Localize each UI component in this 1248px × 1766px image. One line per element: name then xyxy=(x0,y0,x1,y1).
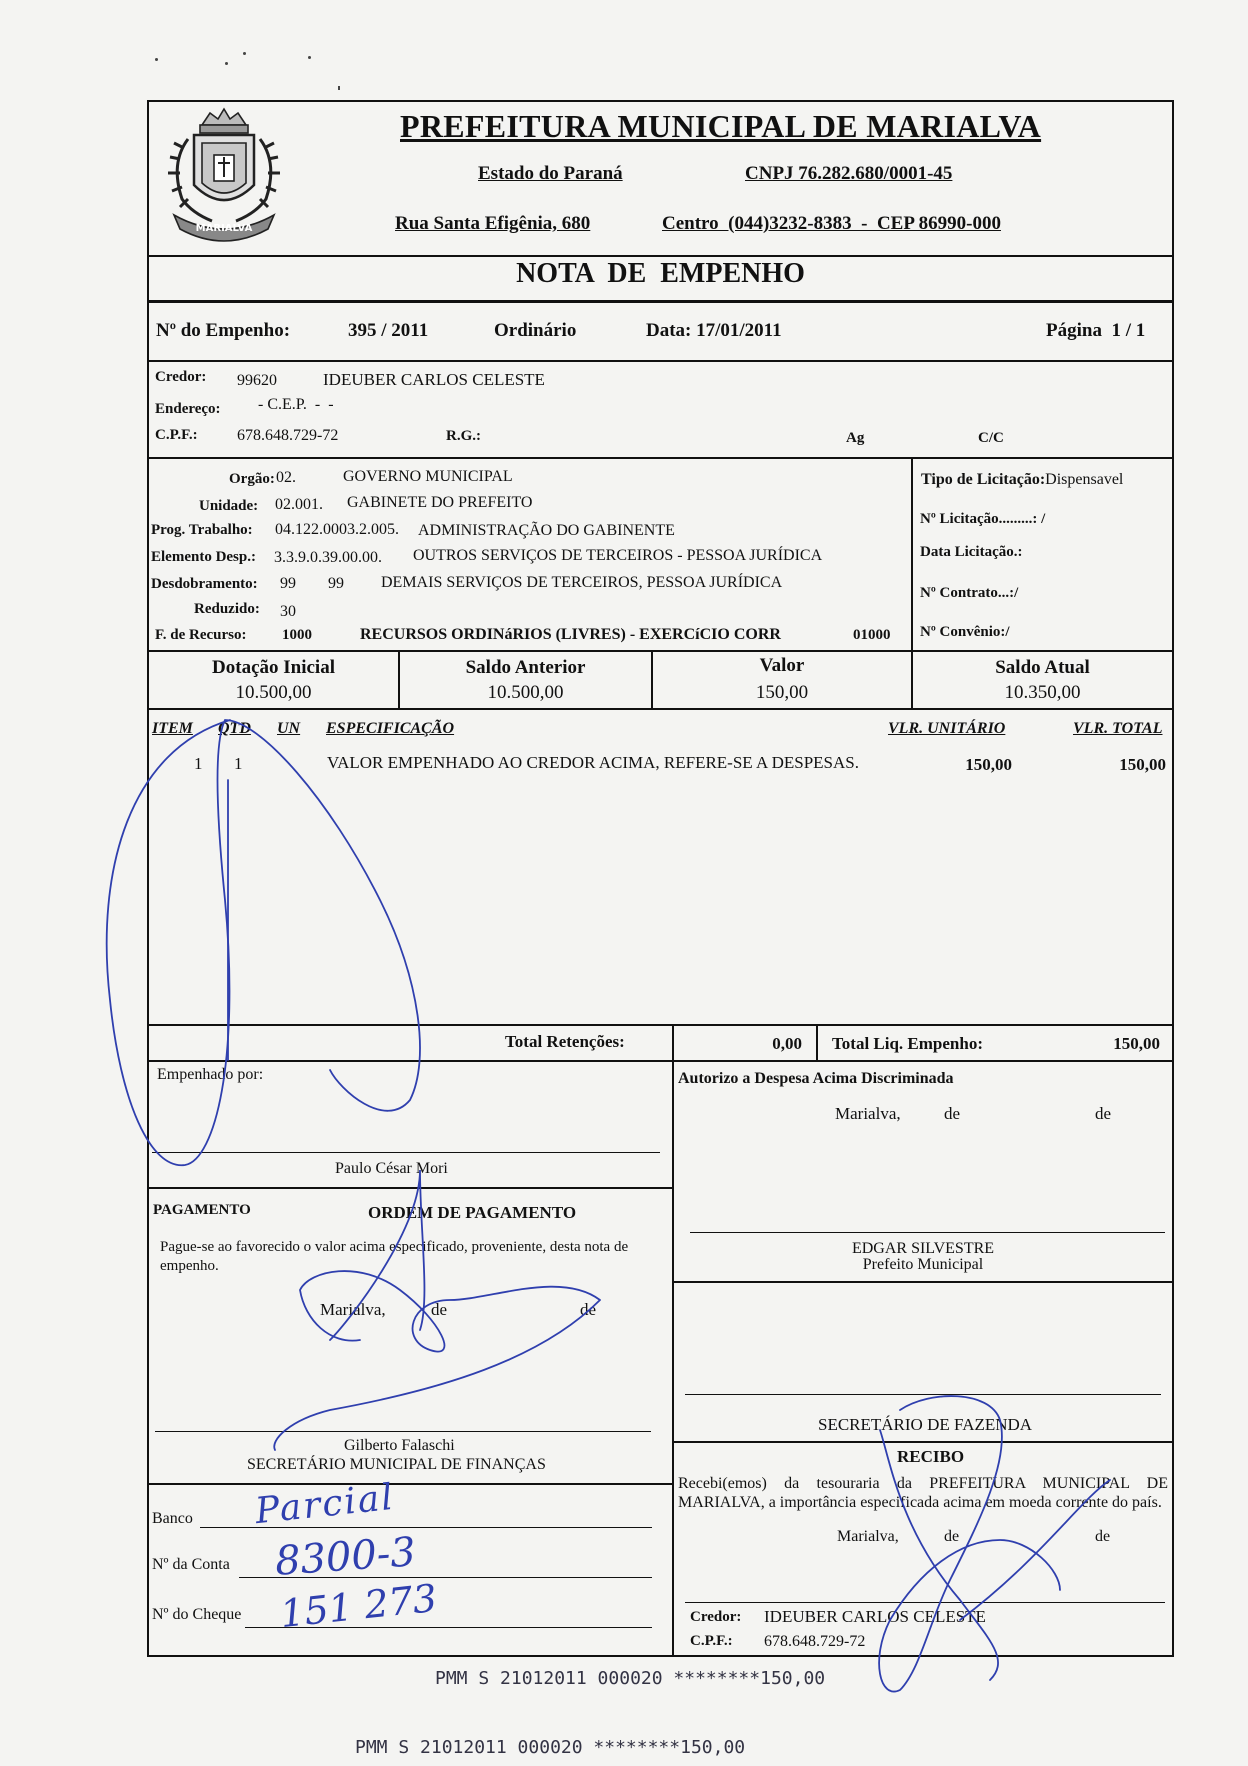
total-liq-empenho-value: 150,00 xyxy=(1113,1034,1160,1053)
empenho-number-label: Nº do Empenho: xyxy=(156,320,291,341)
recibo-de2: de xyxy=(1095,1528,1111,1545)
valor-label: Valor xyxy=(759,655,805,676)
financas-name: Gilberto Falaschi xyxy=(344,1437,455,1454)
divider xyxy=(147,1024,1174,1026)
recibo-credor-label: Credor: xyxy=(690,1609,742,1625)
pagamento-label: PAGAMENTO xyxy=(153,1202,251,1218)
recibo-cpf: 678.648.729-72 xyxy=(764,1633,866,1650)
logo-text: MARIALVA xyxy=(195,223,253,234)
row-vlr-unitario: 150,00 xyxy=(965,755,1012,774)
valor-value: 150,00 xyxy=(755,682,809,703)
row-item: 1 xyxy=(194,754,203,773)
unidade-name: GABINETE DO PREFEITO xyxy=(347,494,533,511)
payment-stamp-copy: PMM S 21012011 000020 ********150,00 xyxy=(355,1737,746,1758)
divider xyxy=(147,457,1174,459)
fonte-name: RECURSOS ORDINáRIOS (LIVRES) - EXERCíCIO CORR xyxy=(360,626,781,643)
divider xyxy=(911,457,913,650)
page-number: Página 1 / 1 xyxy=(1046,320,1146,341)
divider xyxy=(672,1441,1174,1443)
reduzido-label: Reduzido: xyxy=(194,601,260,617)
dotacao-label: Dotação Inicial xyxy=(212,657,335,678)
scan-speck xyxy=(155,58,158,61)
desd-name: DEMAIS SERVIÇOS DE TERCEIROS, PESSOA JURÍDICA xyxy=(381,574,783,591)
col-header-especificacao: ESPECIFICAÇÃO xyxy=(326,720,455,737)
credor-label: Credor: xyxy=(155,369,207,385)
licitacao-tipo-value: Dispensavel xyxy=(1045,471,1124,488)
autorizo-label: Autorizo a Despesa Acima Discriminada xyxy=(678,1070,954,1087)
autorizo-de1: de xyxy=(944,1104,961,1123)
divider xyxy=(672,1060,674,1657)
recibo-de1: de xyxy=(944,1528,960,1545)
total-retencoes-label: Total Retenções: xyxy=(505,1032,625,1051)
scan-speck xyxy=(243,52,246,55)
saldo-atual-label: Saldo Atual xyxy=(995,657,1090,678)
divider xyxy=(147,360,1174,362)
recibo-label: RECIBO xyxy=(897,1447,965,1466)
prefeito-role: Prefeito Municipal xyxy=(862,1256,984,1273)
recibo-text: Recebi(emos) da tesouraria da PREFEITURA MUNICIPAL DE MARIALVA, a importância especificada acima em moeda corrente do país. xyxy=(678,1475,1168,1511)
col-header-vlr-total: VLR. TOTAL xyxy=(1073,720,1163,737)
empenhado-por-name: Paulo César Mori xyxy=(335,1160,448,1177)
fonte-code2: 01000 xyxy=(853,627,891,643)
cheque-label: Nº do Cheque xyxy=(152,1606,242,1623)
autorizo-de2: de xyxy=(1095,1104,1112,1123)
elem-label: Elemento Desp.: xyxy=(151,549,256,565)
row-vlr-total: 150,00 xyxy=(1119,755,1166,774)
unidade-code: 02.001. xyxy=(275,496,323,513)
orgao-label: Orgão: xyxy=(229,471,275,487)
saldo-anterior-label: Saldo Anterior xyxy=(465,657,586,678)
col-header-qtd: QTD xyxy=(218,720,251,737)
scan-speck xyxy=(338,86,340,90)
ag-label: Ag xyxy=(846,430,865,446)
prefeito-name: EDGAR SILVESTRE xyxy=(851,1240,995,1257)
recibo-cpf-label: C.P.F.: xyxy=(690,1633,733,1649)
endereco-value: - C.E.P. - - xyxy=(258,396,334,413)
reduzido-value: 30 xyxy=(280,603,296,620)
licitacao-tipo xyxy=(921,471,1123,489)
contrato-numero: Nº Contrato...:/ xyxy=(920,585,1019,601)
payment-stamp: PMM S 21012011 000020 ********150,00 xyxy=(435,1668,826,1689)
divider xyxy=(672,1024,674,1060)
header-address-rest: Centro (044)3232-8383 - CEP 86990-000 xyxy=(662,213,1001,234)
autorizo-city: Marialva, xyxy=(835,1104,901,1123)
cpf-value: 678.648.729-72 xyxy=(237,427,339,444)
ordem-pagamento-label: ORDEM DE PAGAMENTO xyxy=(368,1203,577,1222)
banco-label: Banco xyxy=(152,1510,193,1527)
empenho-number: 395 / 2011 xyxy=(348,320,429,341)
unidade-label: Unidade: xyxy=(199,498,259,514)
pagamento-city: Marialva, xyxy=(320,1300,386,1319)
prog-code: 04.122.0003.2.005. xyxy=(275,521,399,538)
financas-role: SECRETÁRIO MUNICIPAL DE FINANÇAS xyxy=(247,1456,546,1473)
header-title: PREFEITURA MUNICIPAL DE MARIALVA xyxy=(400,108,1042,144)
endereco-label: Endereço: xyxy=(155,401,221,417)
municipal-coat-of-arms-logo xyxy=(152,103,295,251)
col-header-item: ITEM xyxy=(152,720,193,737)
divider xyxy=(147,1483,672,1485)
fonte-code: 1000 xyxy=(282,627,312,643)
divider xyxy=(147,255,1174,257)
prog-name: ADMINISTRAÇÃO DO GABINENTE xyxy=(418,522,675,539)
elem-name: OUTROS SERVIÇOS DE TERCEIROS - PESSOA JURÍDICA xyxy=(413,547,823,564)
licitacao-data: Data Licitação.: xyxy=(920,544,1023,560)
recibo-credor-name: IDEUBER CARLOS CELESTE xyxy=(764,1607,986,1626)
empenhado-por-label: Empenhado por: xyxy=(157,1066,264,1083)
rg-label: R.G.: xyxy=(446,428,481,444)
credor-code: 99620 xyxy=(237,372,277,389)
credor-name: IDEUBER CARLOS CELESTE xyxy=(323,370,545,389)
total-retencoes-value: 0,00 xyxy=(772,1034,802,1053)
secretario-fazenda-role: SECRETÁRIO DE FAZENDA xyxy=(818,1415,1033,1434)
divider xyxy=(147,1187,672,1189)
saldo-anterior-value: 10.500,00 xyxy=(487,682,564,703)
cc-label: C/C xyxy=(978,430,1004,446)
col-header-vlr-unitario: VLR. UNITÁRIO xyxy=(888,720,1006,737)
convenio-numero: Nº Convênio:/ xyxy=(920,624,1010,640)
desd-code2: 99 xyxy=(328,575,344,592)
elem-code: 3.3.9.0.39.00.00. xyxy=(274,549,382,566)
divider xyxy=(147,300,1174,303)
divider xyxy=(672,1281,1174,1283)
signature-line xyxy=(152,1152,660,1153)
pagamento-de2: de xyxy=(580,1300,597,1319)
header-state: Estado do Paraná xyxy=(478,163,623,184)
prog-label: Prog. Trabalho: xyxy=(151,522,253,538)
saldo-atual-value: 10.350,00 xyxy=(1004,682,1081,703)
desd-code1: 99 xyxy=(280,575,296,592)
empenho-type: Ordinário xyxy=(494,320,577,341)
licitacao-tipo-label: Tipo de Licitação: xyxy=(921,471,1046,488)
banco-handwritten-value: Parcial xyxy=(253,1476,397,1533)
signature-line xyxy=(685,1394,1161,1395)
cpf-label: C.P.F.: xyxy=(155,427,198,443)
divider xyxy=(147,650,1174,652)
doc-title: NOTA DE EMPENHO xyxy=(516,258,805,289)
orgao-name: GOVERNO MUNICIPAL xyxy=(343,468,513,485)
header-address-street: Rua Santa Efigênia, 680 xyxy=(395,213,591,234)
licitacao-numero: Nº Licitação.........: / xyxy=(920,511,1046,527)
divider xyxy=(147,1060,1174,1062)
col-header-un: UN xyxy=(277,720,301,737)
pagamento-text: Pague-se ao favorecido o valor acima especificado, proveniente, desta nota de empenho. xyxy=(160,1239,629,1274)
orgao-code: 02. xyxy=(276,469,296,486)
total-liq-empenho-label: Total Liq. Empenho: xyxy=(832,1034,983,1053)
dotacao-value: 10.500,00 xyxy=(235,682,312,703)
row-qtd: 1 xyxy=(234,754,243,773)
cheque-handwritten-value: 151 273 xyxy=(278,1575,440,1637)
header-cnpj: CNPJ 76.282.680/0001-45 xyxy=(745,163,953,184)
pagamento-de1: de xyxy=(431,1300,448,1319)
signature-line xyxy=(685,1602,1165,1603)
signature-line xyxy=(690,1232,1165,1233)
scan-speck xyxy=(308,56,311,59)
divider xyxy=(816,1024,818,1060)
desd-label: Desdobramento: xyxy=(151,576,258,592)
signature-line xyxy=(155,1431,651,1432)
row-especificacao: VALOR EMPENHADO AO CREDOR ACIMA, REFERE-SE A DESPESAS. xyxy=(327,753,859,772)
conta-handwritten-value: 8300-3 xyxy=(273,1529,418,1585)
divider xyxy=(147,708,1174,710)
empenho-date: Data: 17/01/2011 xyxy=(646,320,782,341)
scan-speck xyxy=(225,62,228,65)
conta-label: Nº da Conta xyxy=(152,1556,230,1573)
fonte-label: F. de Recurso: xyxy=(155,627,247,643)
recibo-city: Marialva, xyxy=(837,1528,899,1545)
